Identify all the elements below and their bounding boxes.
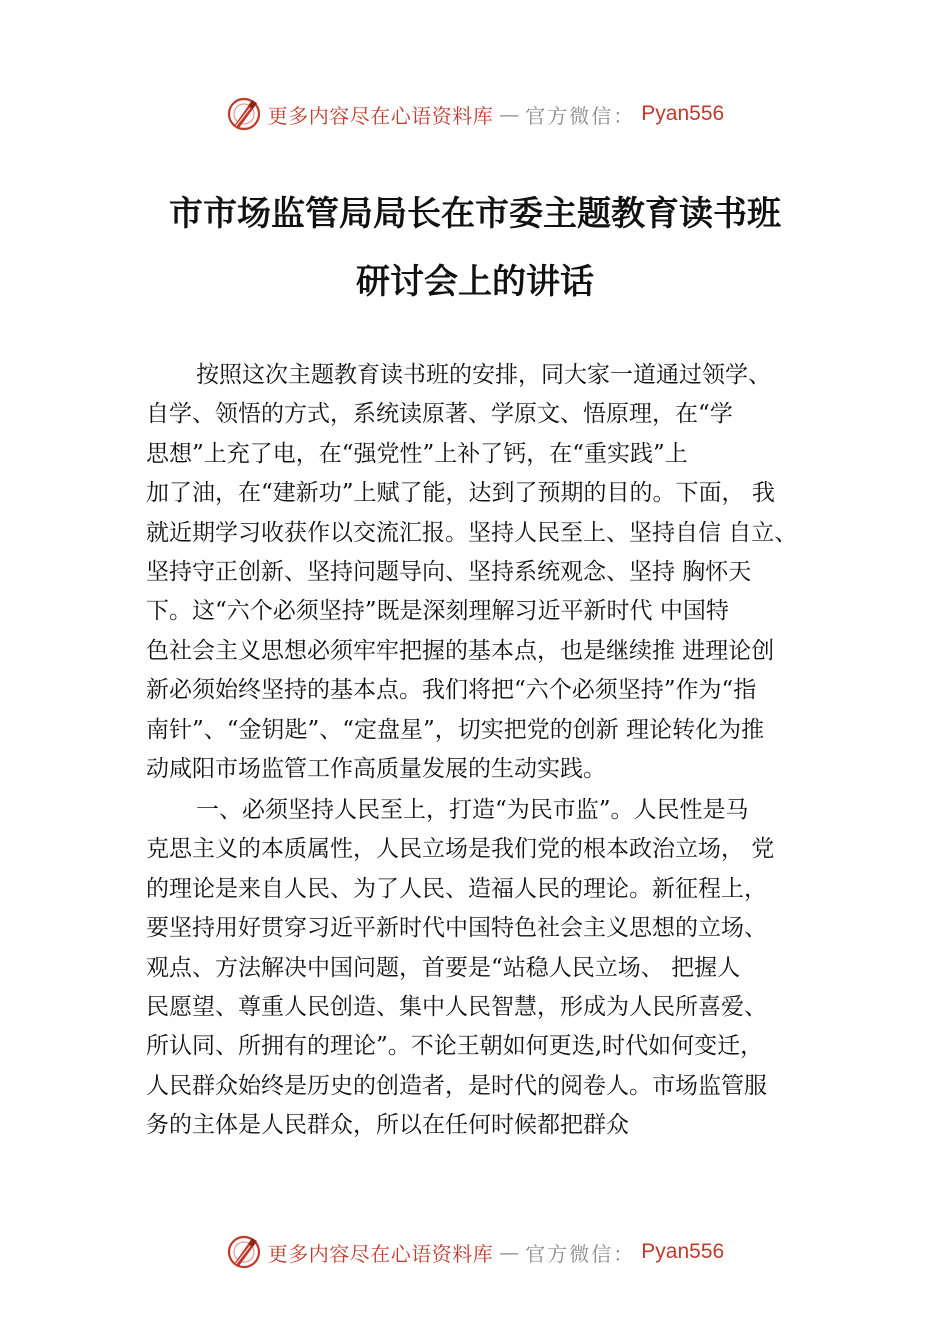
paragraph-line: 坚持守正创新、坚持问题导向、坚持系统观念、坚持 胸怀天	[146, 558, 752, 585]
paragraph-line: 的理论是来自人民、为了人民、造福人民的理论。新征程上，	[146, 875, 767, 902]
pen-nib-logo-icon	[226, 96, 262, 132]
paragraph-line: 要坚持用好贯穿习近平新时代中国特色社会主义思想的立场、	[146, 915, 767, 942]
paragraph-line: 自学、领悟的方式，系统读原著、学原文、悟原理，在“学	[146, 401, 733, 428]
document-title-line-1: 市市场监管局局长在市委主题教育读书班	[169, 194, 781, 234]
watermark-banner-bottom	[0, 1230, 950, 1274]
watermark-wechat-id: Pyan556	[641, 102, 725, 125]
paragraph-line: 色社会主义思想必须牢牢把握的基本点，也是继续推 进理论创	[146, 637, 775, 664]
watermark-wechat-label: 官方微信：	[525, 1241, 636, 1266]
watermark-separator: —	[499, 1240, 520, 1264]
paragraph-line: 就近期学习收获作以交流汇报。坚持人民至上、坚持自信 自立、	[146, 519, 798, 546]
paragraph-line: 新必须始终坚持的基本点。我们将把“六个必须坚持”作为“指	[146, 677, 757, 704]
paragraph-line: 按照这次主题教育读书班的安排，同大家一道通过领学、	[196, 362, 771, 388]
paragraph-2	[146, 791, 836, 1146]
paragraph-line: 观点、方法解决中国问题，首要是“站稳人民立场、 把握人	[146, 954, 741, 981]
watermark-banner-top	[0, 92, 950, 136]
paragraph-line: 所认同、所拥有的理论”。不论王朝如何更迭,时代如何变迁，	[146, 1033, 764, 1060]
paragraph-line: 思想”上充了电，在“强党性”上补了钙，在“重实践”上	[146, 440, 688, 467]
watermark-separator: —	[499, 102, 520, 126]
paragraph-line: 下。这“六个必须坚持”既是深刻理解习近平新时代 中国特	[146, 598, 729, 625]
paragraph-line: 动咸阳市场监管工作高质量发展的生动实践。	[146, 755, 606, 782]
watermark-wechat-id: Pyan556	[641, 1240, 725, 1263]
paragraph-line: 务的主体是人民群众，所以在任何时候都把群众	[146, 1112, 629, 1139]
paragraph-line: 南针”、“金钥匙”、“定盘星”，切实把党的创新 理论转化为推	[146, 716, 765, 743]
watermark-brand: 更多内容尽在心语资料库	[267, 1241, 494, 1266]
paragraph-line: 一、必须坚持人民至上，打造“为民市监”。人民性是马	[196, 797, 749, 823]
paragraph-line: 人民群众始终是历史的创造者，是时代的阅卷人。市场监管服	[146, 1072, 767, 1099]
watermark-brand: 更多内容尽在心语资料库	[267, 103, 494, 128]
paragraph-1	[146, 356, 836, 789]
watermark-wechat-label: 官方微信：	[525, 103, 636, 128]
paragraph-line: 民愿望、尊重人民创造、集中人民智慧，形成为人民所喜爱、	[146, 993, 767, 1020]
paragraph-line: 克思主义的本质属性，人民立场是我们党的根本政治立场， 党	[146, 836, 775, 863]
document-title-line-2: 研讨会上的讲话	[356, 262, 594, 302]
pen-nib-logo-icon	[226, 1234, 262, 1270]
paragraph-line: 加了油，在“建新功”上赋了能，达到了预期的目的。下面， 我	[146, 480, 775, 507]
